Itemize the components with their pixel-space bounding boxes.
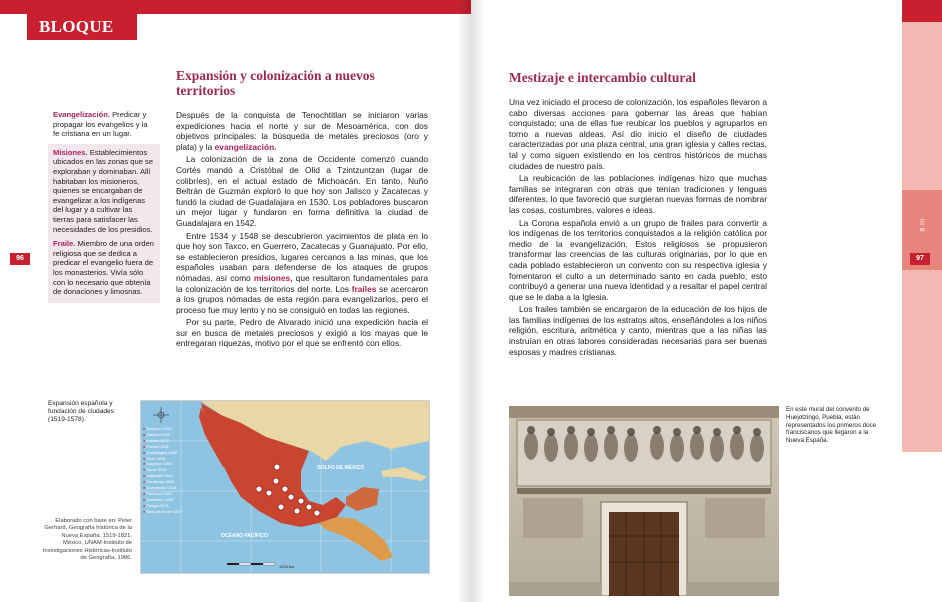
glossary-box xyxy=(48,144,160,303)
glossary-term: Misiones. xyxy=(53,147,88,157)
side-strip-top xyxy=(902,0,942,22)
legend-item: ● Zacatecas /1546 xyxy=(143,480,175,485)
legend-item: ● Guadalajara /1530 xyxy=(143,450,178,455)
right-page xyxy=(471,0,942,602)
legend-item: ● Guanajuato /1548 xyxy=(143,486,177,491)
legend-item: ● Valladolid /1541 xyxy=(143,474,174,479)
glossary-definition: Miembro de una orden religiosa que se dedica a predicar el evangelio fuera de los monasterios. Vivía sólo con lo necesario que obtenía de donaciones y limosnas. xyxy=(53,239,154,297)
gutter-shadow xyxy=(471,0,485,602)
legend-label: Real del Monte /1577 xyxy=(146,509,183,514)
paragraph xyxy=(176,231,428,316)
glossary-entry xyxy=(53,239,155,297)
legend-item: ● Acapulco /1550 xyxy=(143,462,173,467)
mural-graphic xyxy=(509,406,779,596)
legend-item: ● Colima /1523 xyxy=(143,438,169,443)
legend-item: ● Querétaro /1552 xyxy=(143,497,175,502)
legend-item: ● Celaya /1571 xyxy=(143,503,169,508)
highlight-term[interactable]: frailes xyxy=(351,283,377,294)
paragraph-text: se acercaron a los grupos nómadas de esta región para evangelizarlos, pero el proceso fue muy lento y no se consiguió en todas las regiones. xyxy=(176,283,429,315)
legend-item: ● Oaxaca /1522 xyxy=(143,432,171,437)
gutter-shadow xyxy=(457,0,471,602)
glossary-definition: Predicar y propagar los evangelios y la fe cristiana en un lugar. xyxy=(53,110,148,139)
highlight-term[interactable]: misiones, xyxy=(253,272,293,283)
legend-label: Zacatecas /1546 xyxy=(146,480,175,485)
paragraph-text: Después de la conquista de Tenochtitlan se iniciaron varias expediciones hacia el norte y sur de Mesoamérica, con dos objetivos principales: la búsqueda de metales preciosos (oro y plata) y la xyxy=(176,110,428,152)
ocean-label: OCÉANO PACÍFICO xyxy=(221,533,268,539)
legend-label: Guadalajara /1530 xyxy=(146,450,178,455)
section-title: Mestizaje e intercambio cultural xyxy=(509,70,696,85)
page-number: 96 xyxy=(10,253,30,265)
section-body xyxy=(176,110,428,351)
paragraph-text: que resultaron fundamentales para la colonización de los territorios del norte. Los xyxy=(176,272,429,294)
glossary-term: Fraile. xyxy=(53,239,76,249)
scale-label: 1200 km xyxy=(279,564,295,569)
legend-label: Oaxaca /1522 xyxy=(146,432,171,437)
legend-label: Valladolid /1541 xyxy=(146,474,174,479)
convent-mural-image xyxy=(509,406,779,596)
legend-label: Querétaro /1552 xyxy=(146,497,175,502)
map-legend xyxy=(143,427,205,516)
glossary-definition: Establecimientos ubicados en las zonas que se exploraban y dominaban. Allí habitaban los misioneros, quienes se encargaban de evangelizar a los indígenas del lugar y a cultivar las tierras para satisfacer las necesidades de los presidios. xyxy=(53,147,154,234)
legend-label: Celaya /1571 xyxy=(146,503,169,508)
gulf-label: GOLFO DE MÉXICO xyxy=(317,465,365,471)
glossary-sidebar xyxy=(48,110,160,303)
legend-label: Taxco /1534 xyxy=(146,468,167,473)
legend-item: ● Puebla /1531 xyxy=(143,444,169,449)
paragraph: La colonización de la zona de Occidente comenzó cuando Cortés mandó a Cristóbal de Olid a Tzintzuntzan (lugar de colibríes), en el actual estado de Michoacán. En tanto, Nuño Beltrán de Guzmán exploró lo que hoy son Jalisco y Zacatecas y fundó la ciudad de Guadalajara en 1530. Los pobladores buscaron un mejor lugar y fundaron en forma definitiva la ciudad de Guadalajara en 1542. xyxy=(176,154,428,228)
glossary-term: Evangelización. xyxy=(53,110,110,119)
legend-item: ● Pachuca /1552 xyxy=(143,491,172,496)
legend-item: ● Tepic /1531 xyxy=(143,456,166,461)
highlight-term[interactable]: evangelización. xyxy=(214,141,277,152)
legend-label: Veracruz /1519 xyxy=(146,427,172,431)
section-title: Expansión y colonización a nuevos territorios xyxy=(176,68,375,98)
paragraph: La Corona española envió a un grupo de frailes para convertir a los indígenas de los territorios conquistados a la religión católica por medio de la evangelización. Estos religiosos se propusieron transformar las creencias de las culturas originarias, por lo que en cada poblado establecieron un convento con su respectiva iglesia y fomentaron el culto a un determinado santo en cada pueblo; esto contribuyó a generar una nueva identidad y a resaltar el papel central que se le daba a la Iglesia. xyxy=(509,217,767,302)
legend-item: ● Veracruz /1519 xyxy=(143,427,172,431)
paragraph: La reubicación de las poblaciones indígenas hizo que muchas familias se integraran con otras que tenían tradiciones y lenguas diferentes, lo que favoreció que surgieran nuevas formas de nombrar las cosas, costumbres, valores e ideas. xyxy=(509,173,767,215)
legend-label: Puebla /1531 xyxy=(146,444,169,449)
paragraph xyxy=(176,110,428,152)
expansion-map xyxy=(140,400,430,574)
legend-label: Colima /1523 xyxy=(146,438,169,443)
side-label: B III xyxy=(920,218,927,232)
page-number: 97 xyxy=(910,253,930,265)
glossary-entry xyxy=(48,110,160,139)
paragraph: Una vez iniciado el proceso de colonización, los españoles llevaron a cabo diversas acciones para gobernar las áreas que habían conquistado; una de ellas fue reubicar los pueblos y agruparlos en torno a nuevas aldeas. Así dio inicio el diseño de ciudades caracterizadas por una plaza central, una gran iglesia y calles rectas, tal y como siguen existiendo en los centros históricos de muchas ciudades de nuestro país. xyxy=(509,97,767,171)
glossary-entry xyxy=(53,148,155,234)
mural-caption: En este mural del convento de Huejotzingo, Puebla, están representados los primeros doce franciscanos que llegaron a la Nueva España. xyxy=(786,406,877,445)
paragraph-text: Entre 1534 y 1548 se descubrieron yacimientos de plata en lo que hoy son Taxco, en Guerrero, Zacatecas y Guanajuato. Por ello, se establecieron presidios, lugares cercanos a las minas, que los españoles usaban para defenderse de los ataques de grupos nómadas, así como xyxy=(176,230,428,283)
paragraph: Por su parte, Pedro de Alvarado inició una expedición hacia el sur en busca de metales preciosos y exigió a los mayas que le entregaran riquezas, motivo por el que se enfrentó con ellos. xyxy=(176,317,428,349)
legend-label: Acapulco /1550 xyxy=(146,462,173,467)
legend-item: ● Taxco /1534 xyxy=(143,468,167,473)
legend-label: Guanajuato /1548 xyxy=(146,486,177,491)
map-source: Elaborado con base en: Peter Gerhard, Geografía histórica de la Nueva España. 1519-1821, México, UNAM-Instituto de Investigaciones Históricas-Instituto de Geografía, 1986. xyxy=(42,518,132,562)
legend-label: Pachuca /1552 xyxy=(146,491,172,496)
section-body xyxy=(509,97,767,359)
legend-label: Tepic /1531 xyxy=(146,456,166,461)
map-caption: Expansión española y fundación de ciudades (1519-1578). xyxy=(48,400,114,424)
paragraph: Los frailes también se encargaron de la educación de los hijos de las familias indígenas de los estratos altos, enseñándoles a los niños religión, escritura, aritmética y canto, mientras que a las niñas las instruían en otras labores consideradas necesarias para ser buenas esposas y madres cristianas. xyxy=(509,304,767,357)
bloque-label: BLOQUE III xyxy=(27,0,137,40)
legend-item: ● Real del Monte /1577 xyxy=(143,509,183,514)
